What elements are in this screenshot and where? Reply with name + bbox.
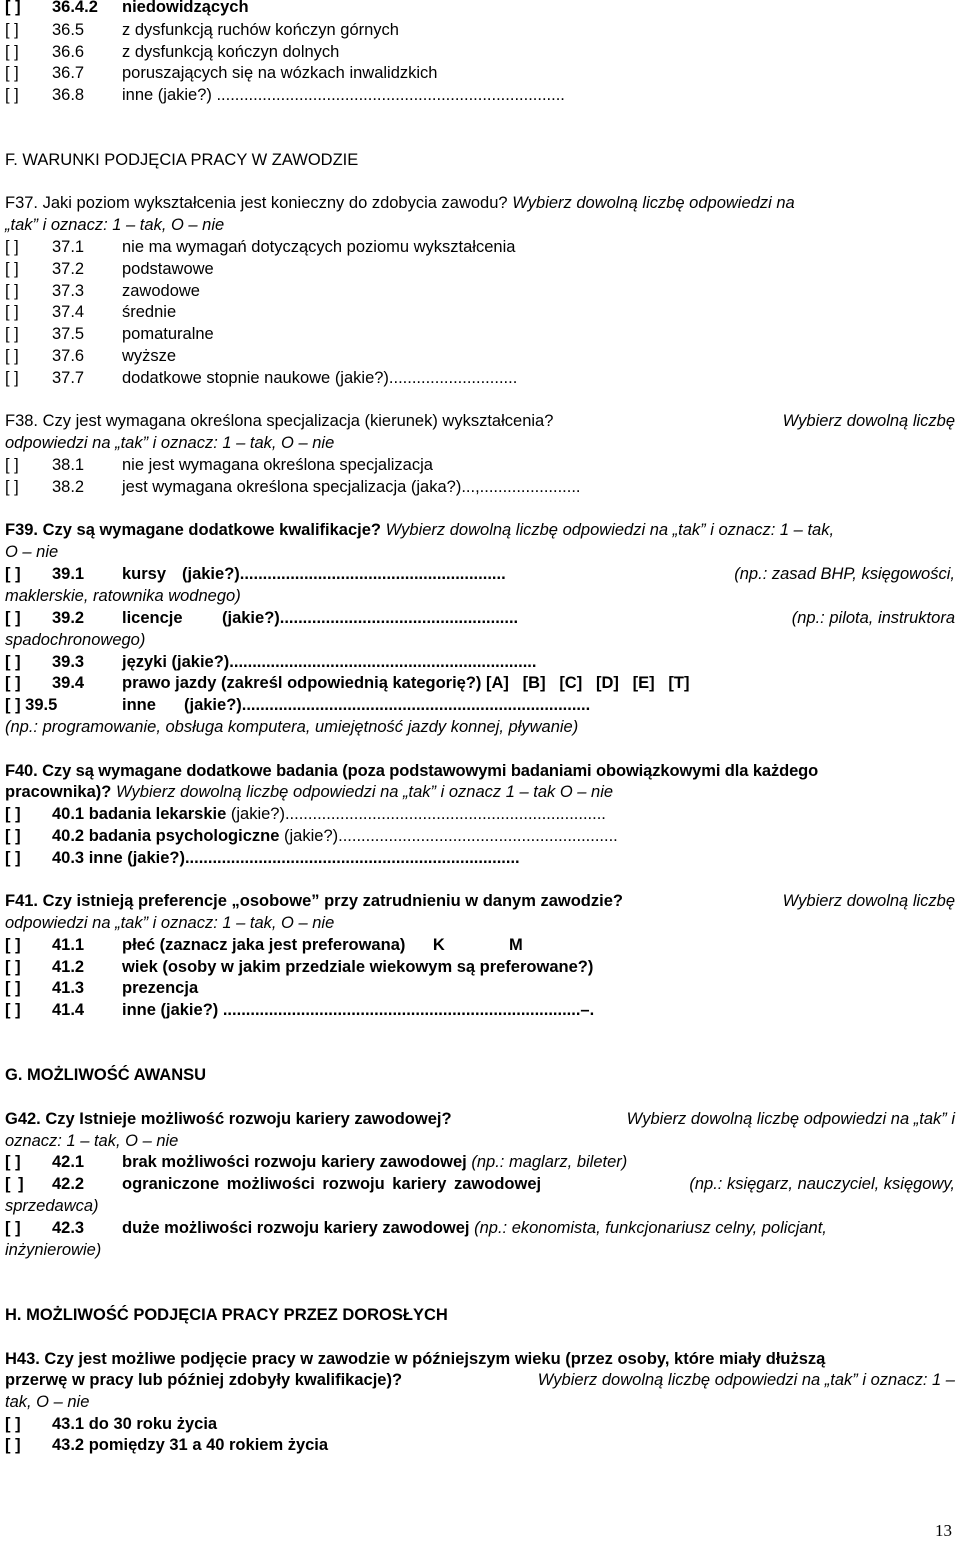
question-f37: F37. Jaki poziom wykształcenia jest konieczny do zdobycia zawodu? Wybierz dowolną liczbę odpowiedzi na: [5, 194, 795, 212]
list-item-note: maklerskie, ratownika wodnego): [5, 587, 241, 605]
list-item: [ ] 36.7 poruszających się na wózkach inwalidzkich: [5, 64, 438, 82]
question-f40: F40. Czy są wymagane dodatkowe badania (poza podstawowymi badaniami obowiązkowymi dla każdego: [5, 762, 819, 780]
list-item: [ ] 40.3 inne (jakie?).........................................................................: [5, 849, 520, 867]
question-f38: F38. Czy jest wymagana określona specjalizacja (kierunek) wykształcenia? Wybierz dowolną liczbę: [5, 412, 955, 430]
question-f41: F41. Czy istnieją preferencje „osobowe” przy zatrudnieniu w danym zawodzie? Wybierz dowolną liczbę: [5, 892, 955, 910]
list-item-note: inżynierowie): [5, 1241, 102, 1259]
list-item: [ ] 36.5 z dysfunkcją ruchów kończyn górnych: [5, 21, 399, 39]
question-instruction: tak, O – nie: [5, 1393, 90, 1411]
page-number: 13: [935, 1521, 952, 1540]
question-instruction: O – nie: [5, 543, 59, 561]
question-g42: G42. Czy Istnieje możliwość rozwoju kariery zawodowej? Wybierz dowolną liczbę odpowiedzi na „tak” i: [5, 1110, 955, 1128]
list-item: [ ] 36.6 z dysfunkcją kończyn dolnych: [5, 43, 340, 61]
section-heading-f: F. WARUNKI PODJĘCIA PRACY W ZAWODZIE: [5, 151, 359, 169]
question-f40-cont: pracownika)? Wybierz dowolną liczbę odpowiedzi na „tak” i oznacz 1 – tak O – nie: [5, 783, 614, 801]
list-item: [ ] 39.3 języki (jakie?)...................................................................: [5, 653, 537, 671]
question-f39: F39. Czy są wymagane dodatkowe kwalifikacje? Wybierz dowolną liczbę odpowiedzi na „tak” i oznacz: 1 – tak,: [5, 521, 835, 539]
list-item: [ ] 42.1 brak możliwości rozwoju kariery zawodowej (np.: maglarz, bileter): [5, 1153, 628, 1171]
list-item: [ ] 39.1 kursy (jakie?).......................................................... (np.: zasad BHP, księgowości,: [5, 565, 955, 583]
list-item-note: (np.: programowanie, obsługa komputera, umiejętność jazdy konnej, pływanie): [5, 718, 579, 736]
list-item: [ ] 41.1 płeć (zaznacz jaka jest preferowana) K M: [5, 936, 523, 954]
list-item-note: spadochronowego): [5, 631, 146, 649]
list-item: [ ] 39.5 inne (jakie?)............................................................................: [5, 696, 591, 714]
list-item: [ ] 39.2 licencje (jakie?).................................................... (np.: pilota, instruktora: [5, 609, 955, 627]
list-item: [ ] 36.8 inne (jakie?) ............................................................................: [5, 86, 565, 104]
list-item: [ ] 41.2 wiek (osoby w jakim przedziale wiekowym są preferowane?): [5, 958, 594, 976]
list-item: [ ] 38.1 nie jest wymagana określona specjalizacja: [5, 456, 433, 474]
section-heading-h: H. MOŻLIWOŚĆ PODJĘCIA PRACY PRZEZ DOROSŁYCH: [5, 1306, 448, 1324]
question-h43: H43. Czy jest możliwe podjęcie pracy w zawodzie w późniejszym wieku (przez osoby, które miały dłuższą: [5, 1350, 826, 1368]
list-item: [ ] 42.3 duże możliwości rozwoju kariery zawodowej (np.: ekonomista, funkcjonariusz celny, policjant,: [5, 1219, 827, 1237]
list-item: [ ] 43.1 do 30 roku życia: [5, 1415, 218, 1433]
list-item: [ ] 42.2 ograniczone możliwości rozwoju kariery zawodowej (np.: księgarz, nauczyciel, księgowy,: [5, 1175, 955, 1193]
list-item: [ ] 36.4.2 niedowidzących: [5, 0, 249, 16]
question-instruction: odpowiedzi na „tak” i oznacz: 1 – tak, O – nie: [5, 914, 335, 932]
list-item: [ ] 43.2 pomiędzy 31 a 40 rokiem życia: [5, 1436, 329, 1454]
list-item: [ ] 41.4 inne (jakie?) ..............................................................................–.: [5, 1001, 595, 1019]
list-item: [ ] 37.1 nie ma wymagań dotyczących poziomu wykształcenia: [5, 238, 516, 256]
list-item-note: sprzedawca): [5, 1197, 99, 1215]
list-item: [ ] 41.3 prezencja: [5, 979, 199, 997]
list-item: [ ] 40.2 badania psychologiczne (jakie?).............................................................: [5, 827, 618, 845]
section-heading-g: G. MOŻLIWOŚĆ AWANSU: [5, 1066, 207, 1084]
list-item: [ ] 40.1 badania lekarskie (jakie?)......................................................................: [5, 805, 606, 823]
list-item: [ ] 37.3 zawodowe: [5, 282, 200, 300]
list-item: [ ] 39.4 prawo jazdy (zakreśl odpowiednią kategorię?) [A] [B] [C] [D] [E] [T]: [5, 674, 690, 692]
list-item: [ ] 37.5 pomaturalne: [5, 325, 214, 343]
list-item: [ ] 37.7 dodatkowe stopnie naukowe (jakie?)............................: [5, 369, 518, 387]
list-item: [ ] 37.4 średnie: [5, 303, 177, 321]
list-item: [ ] 37.6 wyższe: [5, 347, 177, 365]
question-h43-cont: przerwę w pracy lub później zdobyły kwalifikacje)? Wybierz dowolną liczbę odpowiedzi na „tak” i oznacz: 1 –: [5, 1371, 955, 1389]
question-instruction: „tak” i oznacz: 1 – tak, O – nie: [5, 216, 225, 234]
list-item: [ ] 37.2 podstawowe: [5, 260, 214, 278]
list-item: [ ] 38.2 jest wymagana określona specjalizacja (jaka?)...,......................: [5, 478, 581, 496]
question-instruction: odpowiedzi na „tak” i oznacz: 1 – tak, O – nie: [5, 434, 335, 452]
question-instruction: oznacz: 1 – tak, O – nie: [5, 1132, 179, 1150]
